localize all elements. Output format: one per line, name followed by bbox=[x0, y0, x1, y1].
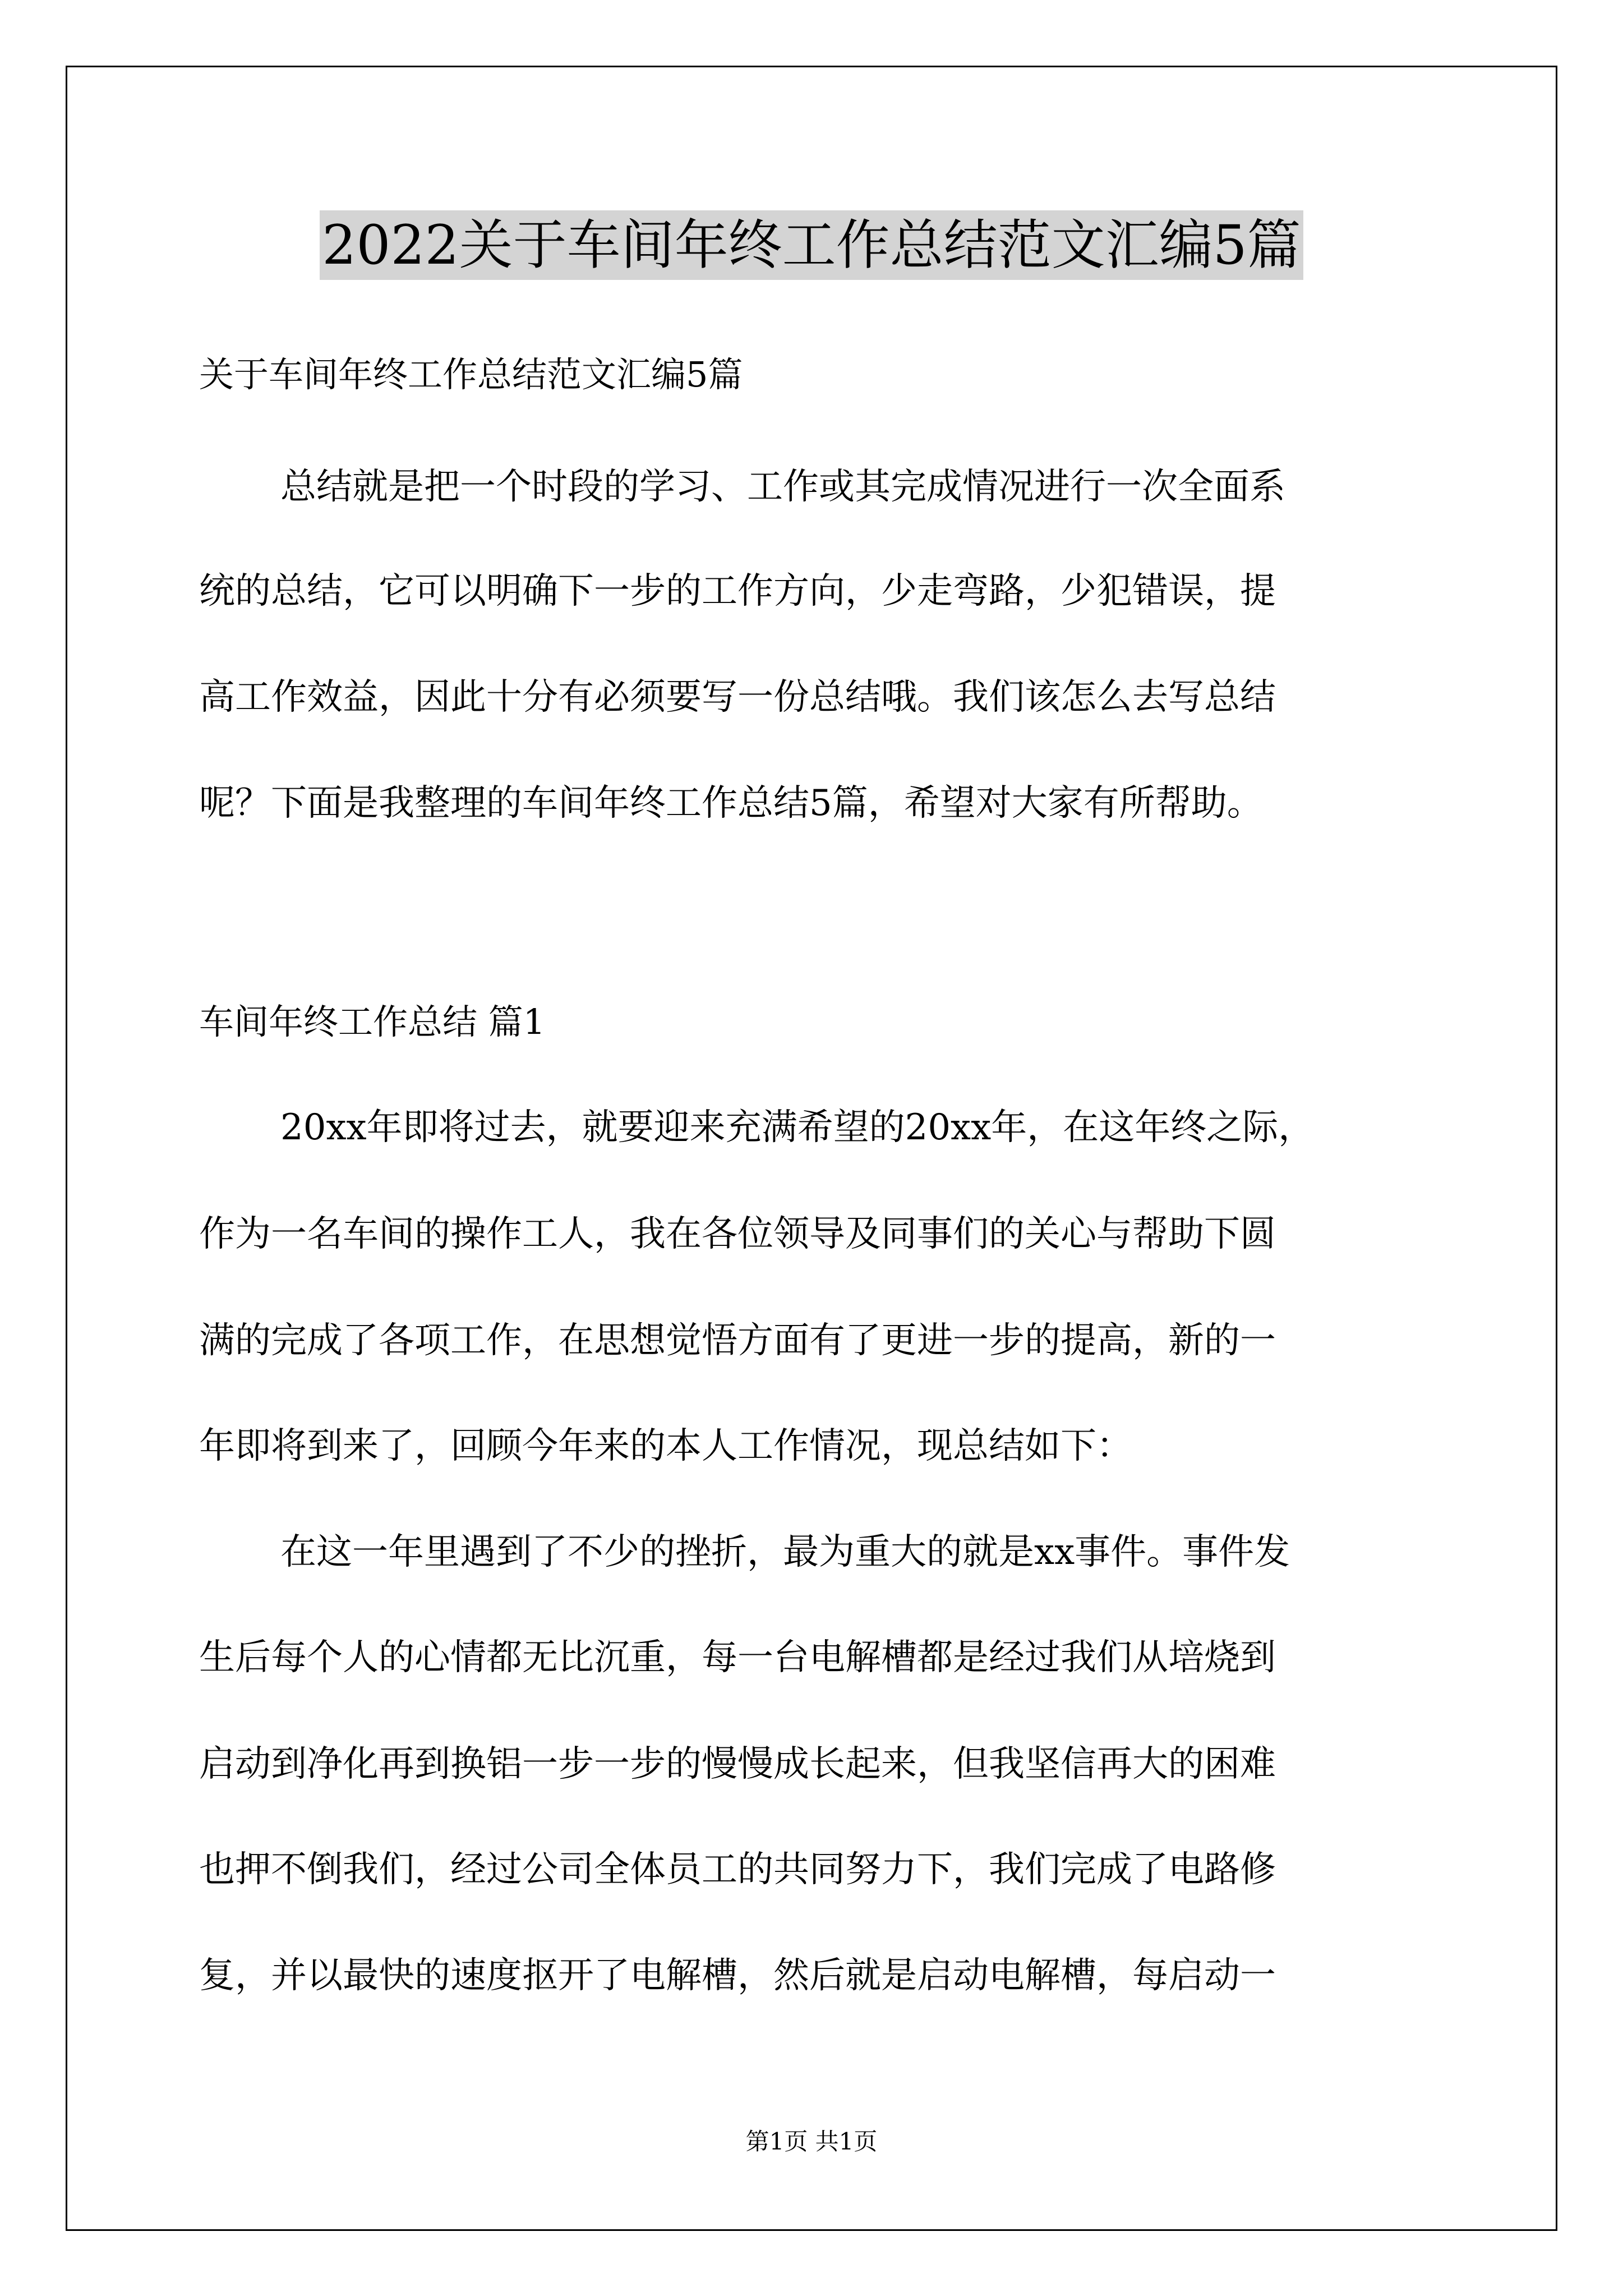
paragraph-line: 20xx年即将过去，就要迎来充满希望的20xx年，在这年终之际， bbox=[280, 1107, 1315, 1148]
paragraph-line: 在这一年里遇到了不少的挫折，最为重大的就是xx事件。事件发 bbox=[280, 1531, 1290, 1573]
paragraph-line: 复，并以最快的速度抠开了电解槽，然后就是启动电解槽，每启动一 bbox=[199, 1955, 1276, 1996]
page-footer: 第1页 共1页 bbox=[745, 2128, 878, 2155]
paragraph-line: 也押不倒我们，经过公司全体员工的共同努力下，我们完成了电路修 bbox=[199, 1849, 1276, 1890]
intro-line: 高工作效益，因此十分有必须要写一份总结哦。我们该怎么去写总结 bbox=[199, 677, 1276, 718]
intro-line: 呢？下面是我整理的车间年终工作总结5篇，希望对大家有所帮助。 bbox=[199, 783, 1263, 824]
title-container bbox=[0, 210, 1623, 280]
document-title: 2022关于车间年终工作总结范文汇编5篇 bbox=[320, 210, 1303, 280]
paragraph-line: 满的完成了各项工作，在思想觉悟方面有了更进一步的提高，新的一 bbox=[199, 1320, 1276, 1361]
paragraph-line: 年即将到来了，回顾今年来的本人工作情况，现总结如下： bbox=[199, 1425, 1132, 1467]
section-heading: 车间年终工作总结 篇1 bbox=[199, 1001, 546, 1042]
intro-line: 统的总结，它可以明确下一步的工作方向，少走弯路，少犯错误，提 bbox=[199, 570, 1276, 612]
paragraph-line: 生后每个人的心情都无比沉重，每一台电解槽都是经过我们从培烧到 bbox=[199, 1637, 1276, 1678]
intro-line: 总结就是把一个时段的学习、工作或其完成情况进行一次全面系 bbox=[280, 466, 1285, 508]
paragraph-line: 启动到净化再到换铝一步一步的慢慢成长起来，但我坚信再大的困难 bbox=[199, 1743, 1276, 1785]
paragraph-line: 作为一名车间的操作工人，我在各位领导及同事们的关心与帮助下圆 bbox=[199, 1213, 1276, 1255]
document-subtitle: 关于车间年终工作总结范文汇编5篇 bbox=[199, 354, 743, 395]
